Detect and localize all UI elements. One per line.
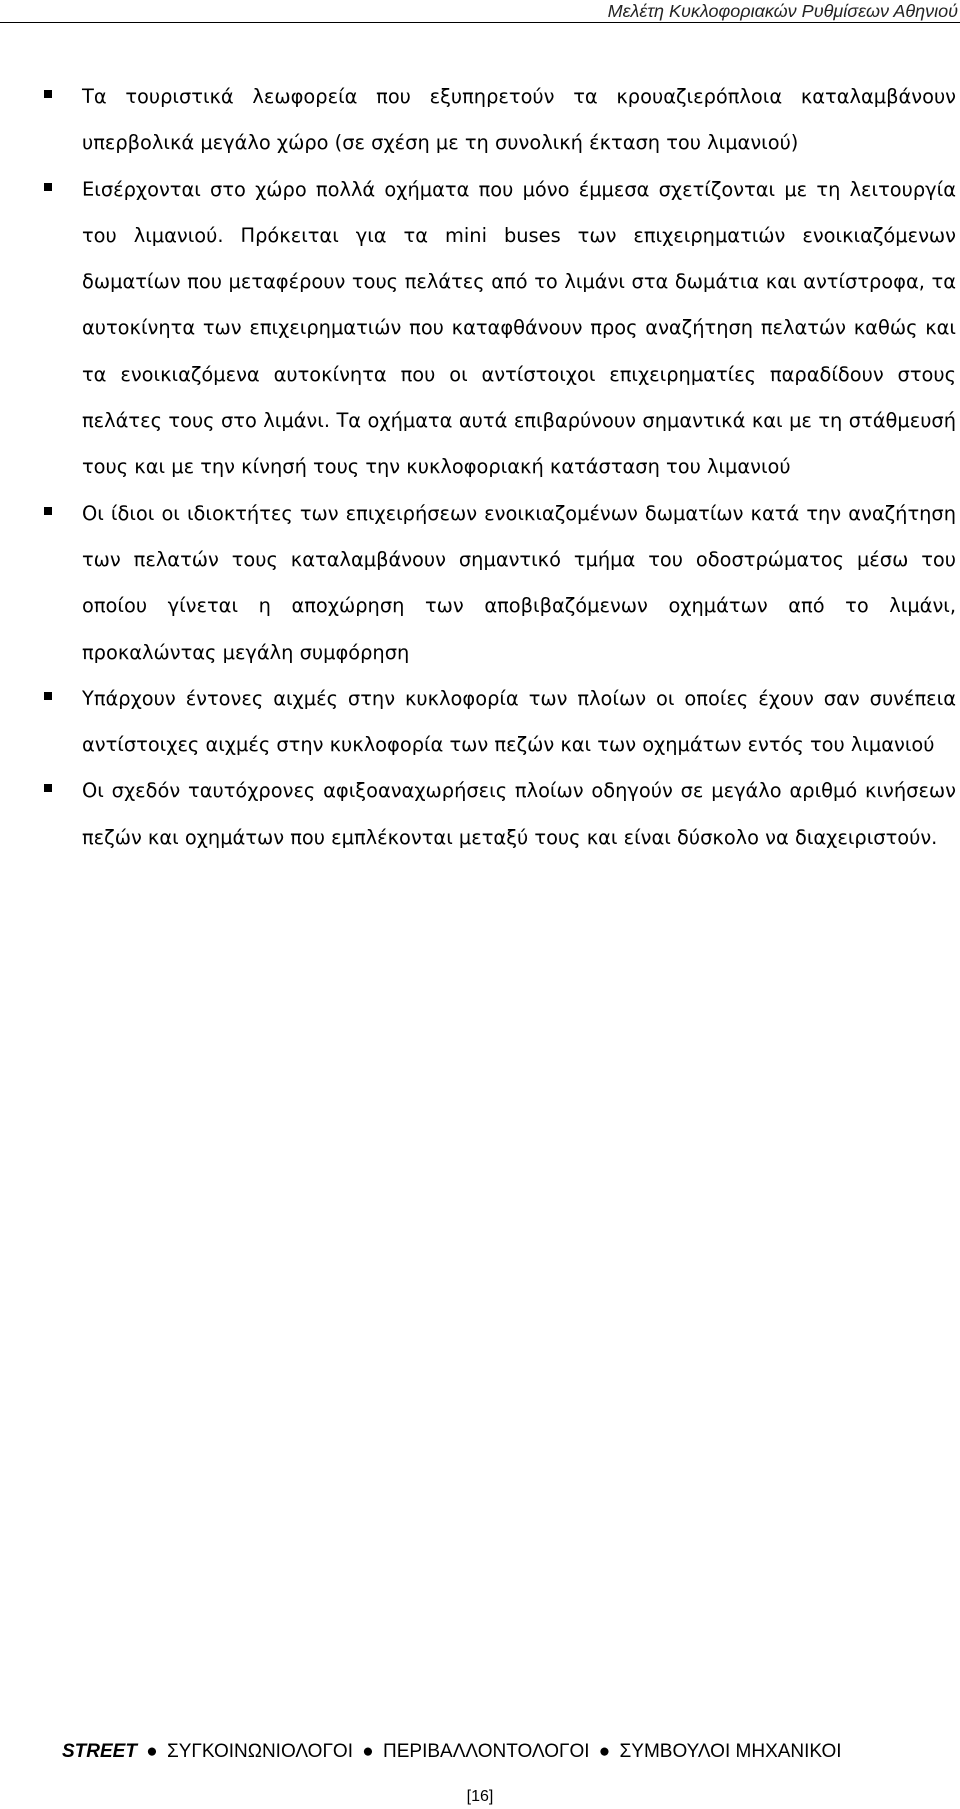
square-bullet-icon [44, 507, 52, 515]
list-item-text: Εισέρχονται στο χώρο πολλά οχήματα που μόνο έμμεσα σχετίζονται με τη λειτουργία του λιμανιού. Πρόκειται για τα mini buses των επιχειρηματιών ενοικιαζόμενων δωματίων που μεταφέρουν τους πελάτες από το λιμάνι στα δωμάτια και αντίστροφα, τα αυτοκίνητα των επιχειρηματιών που καταφθάνουν προς αναζήτηση πελατών καθώς και τα ενοικιαζόμενα αυτοκίνητα που οι αντίστοιχοι επιχειρηματίες παραδίδουν στους πελάτες τους στο λιμάνι. Τα οχήματα αυτά επιβαρύνουν σημαντικά και με τη στάθμευσή τους και με την κίνησή τους την κυκλοφοριακή κατάσταση του λιμανιού [82, 177, 956, 479]
list-item-text: Τα τουριστικά λεωφορεία που εξυπηρετούν τα κρουαζιερόπλοια καταλαμβάνουν υπερβολικά μεγάλο χώρο (σε σχέση με τη συνολική έκταση του λιμανιού) [82, 85, 956, 155]
footer-separator: ● [362, 1741, 374, 1762]
list-item [44, 491, 956, 676]
list-item-text: Οι σχεδόν ταυτόχρονες αφιξοαναχωρήσεις πλοίων οδηγούν σε μεγάλο αριθμό κινήσεων πεζών και οχημάτων που εμπλέκονται μεταξύ τους και είναι δύσκολο να διαχειριστούν. [82, 779, 956, 849]
footer-item: ΣΥΜΒΟΥΛΟΙ ΜΗΧΑΝΙΚΟΙ [619, 1741, 842, 1762]
footer-separator: ● [598, 1741, 611, 1762]
footer-item: ΠΕΡΙΒΑΛΛΟΝΤΟΛΟΓΟΙ [383, 1741, 590, 1762]
footer-brand: STREET [62, 1741, 137, 1762]
header-title: Μελέτη Κυκλοφοριακών Ρυθμίσεων Αθηνιού [607, 1, 958, 21]
list-item [44, 768, 956, 861]
square-bullet-icon [44, 692, 52, 700]
square-bullet-icon [44, 183, 52, 191]
footer-separator: ● [146, 1741, 158, 1762]
bullet-list [44, 74, 956, 861]
footer-item: ΣΥΓΚΟΙΝΩΝΙΟΛΟΓΟΙ [167, 1741, 353, 1762]
list-item [44, 167, 956, 491]
list-item-text: Υπάρχουν έντονες αιχμές στην κυκλοφορία των πλοίων οι οποίες έχουν σαν συνέπεια αντίστοιχες αιχμές στην κυκλοφορία των πεζών και των οχημάτων εντός του λιμανιού [82, 686, 956, 757]
list-item [44, 74, 956, 167]
square-bullet-icon [44, 784, 52, 792]
square-bullet-icon [44, 90, 52, 98]
list-item [44, 676, 956, 769]
list-item-text: Οι ίδιοι οι ιδιοκτήτες των επιχειρήσεων ενοικιαζομένων δωματίων κατά την αναζήτηση των πελατών τους καταλαμβάνουν σημαντικό τμήμα του οδοστρώματος μέσω του οποίου γίνεται η αποχώρηση των αποβιβαζόμενων οχημάτων από το λιμάνι, προκαλώντας μεγάλη συμφόρηση [82, 501, 956, 664]
page-footer [62, 1740, 842, 1764]
page-number: [16] [466, 1788, 494, 1805]
header-divider [0, 22, 960, 23]
